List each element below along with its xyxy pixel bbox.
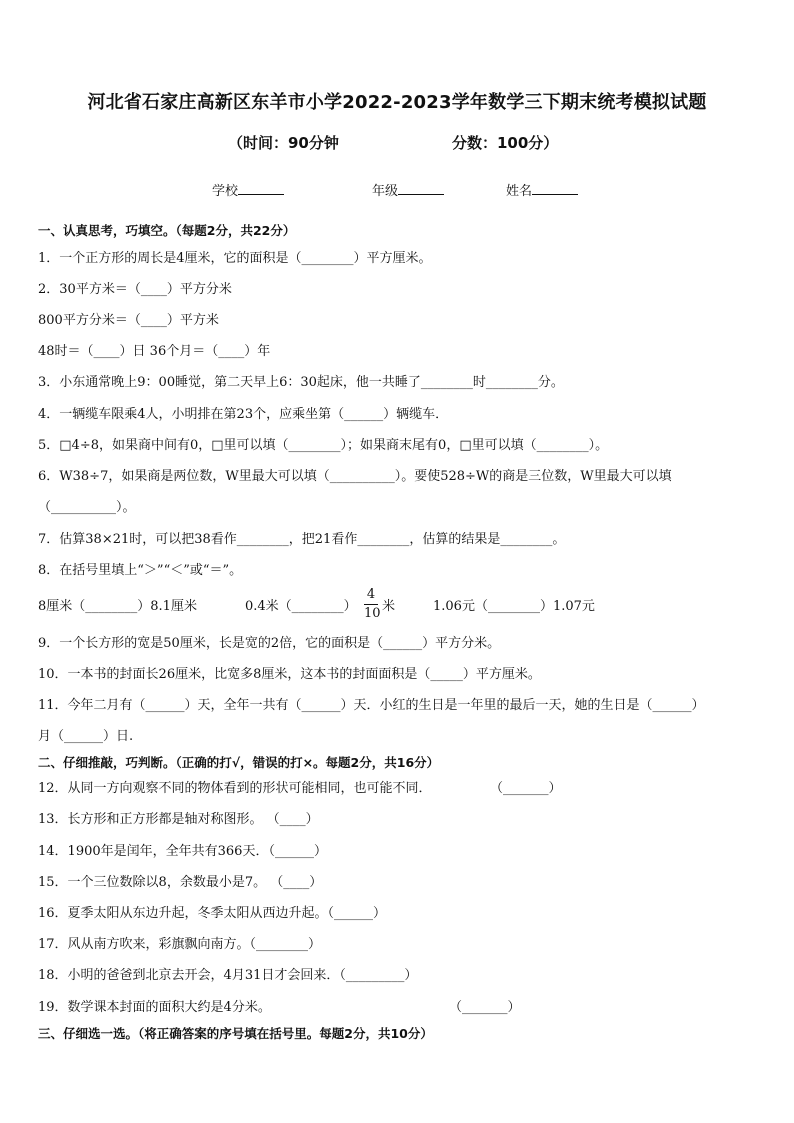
question-12: 12．从同一方向观察不同的物体看到的形状可能相同，也可能不同． (38, 781, 432, 796)
grade-label: 年级 (372, 184, 399, 199)
fraction-denominator: 10 (364, 606, 381, 621)
section-1-heading: 一、认真思考，巧填空。（每题2分，共22分） (38, 223, 296, 238)
question-1: 1．一个正方形的周长是4厘米，它的面积是（________）平方厘米。 (38, 251, 432, 266)
question-15: 15．一个三位数除以8，余数最小是7。 （____） (38, 875, 323, 890)
question-3: 3．小东通常晚上9：00睡觉，第二天早上6：30起床，他一共睡了________时________分。 (38, 375, 564, 390)
grade-blank[interactable] (398, 182, 444, 195)
name-blank[interactable] (532, 182, 578, 195)
question-8a: 8厘米（________）8.1厘米 (38, 599, 197, 614)
question-14: 14．1900年是闰年，全年共有366天．（______） (38, 844, 327, 859)
question-4: 4．一辆缆车限乘4人，小明排在第23个，应乘坐第（______）辆缆车． (38, 407, 449, 422)
section-2-heading: 二、仔细推敲，巧判断。（正确的打√，错误的打×。每题2分，共16分） (38, 755, 440, 770)
question-11a: 11．今年二月有（______）天，全年一共有（______）天．小红的生日是一年里的最后一天，她的生日是（______） (38, 698, 705, 713)
fraction-numerator: 4 (366, 587, 376, 602)
school-field (212, 180, 284, 199)
question-12-blank: （_______） (490, 781, 562, 796)
question-2a: 2．30平方米＝（____）平方分米 (38, 282, 232, 297)
question-7: 7．估算38×21时，可以把38看作________，把21看作________，估算的结果是________。 (38, 532, 566, 547)
name-field (506, 180, 578, 199)
name-label: 姓名 (506, 184, 533, 199)
fraction-bar (364, 604, 378, 605)
grade-field (372, 180, 444, 199)
question-10: 10．一本书的封面长26厘米，比宽多8厘米，这本书的封面面积是（_____）平方厘米。 (38, 667, 541, 682)
question-13: 13．长方形和正方形都是轴对称图形。 （____） (38, 812, 319, 827)
question-16: 16．夏季太阳从东边升起，冬季太阳从西边升起。（______） (38, 906, 387, 921)
question-11b: 月（______）日. (38, 729, 134, 744)
question-19: 19．数学课本封面的面积大约是4分米。 (38, 1000, 271, 1015)
question-8b: 0.4米（________） (245, 599, 357, 614)
question-8d: 1.06元（________）1.07元 (433, 599, 595, 614)
exam-score: 分数：100分） (452, 134, 559, 152)
question-2c: 48时＝（____）日 36个月＝（____）年 (38, 344, 271, 359)
question-6a: 6．W38÷7，如果商是两位数，W里最大可以填（__________）。要使528÷W的商是三位数，W里最大可以填 (38, 469, 672, 484)
fraction-four-tenths (364, 587, 381, 622)
question-6b: （__________）。 (38, 500, 136, 515)
exam-time: （时间：90分钟 (228, 134, 339, 152)
question-2b: 800平方分米＝（____）平方米 (38, 313, 219, 328)
school-blank[interactable] (238, 182, 284, 195)
question-8c: 米 (382, 599, 396, 614)
question-18: 18．小明的爸爸到北京去开会，4月31日才会回来．（_________） (38, 968, 418, 983)
question-17: 17．风从南方吹来，彩旗飘向南方。（________） (38, 937, 322, 952)
section-3-heading: 三、仔细选一选。（将正确答案的序号填在括号里。每题2分，共10分） (38, 1026, 433, 1041)
exam-title: 河北省石家庄高新区东羊市小学2022-2023学年数学三下期末统考模拟试题 (87, 92, 707, 113)
question-8: 8．在括号里填上“＞”“＜”或“＝”。 (38, 563, 243, 578)
school-label: 学校 (212, 184, 239, 199)
question-5: 5．□4÷8，如果商中间有0，□里可以填（________）；如果商末尾有0，□里可以填（________）。 (38, 438, 609, 453)
question-19-blank: （_______） (449, 1000, 521, 1015)
question-9: 9．一个长方形的宽是50厘米，长是宽的2倍，它的面积是（______）平方分米。 (38, 636, 501, 651)
